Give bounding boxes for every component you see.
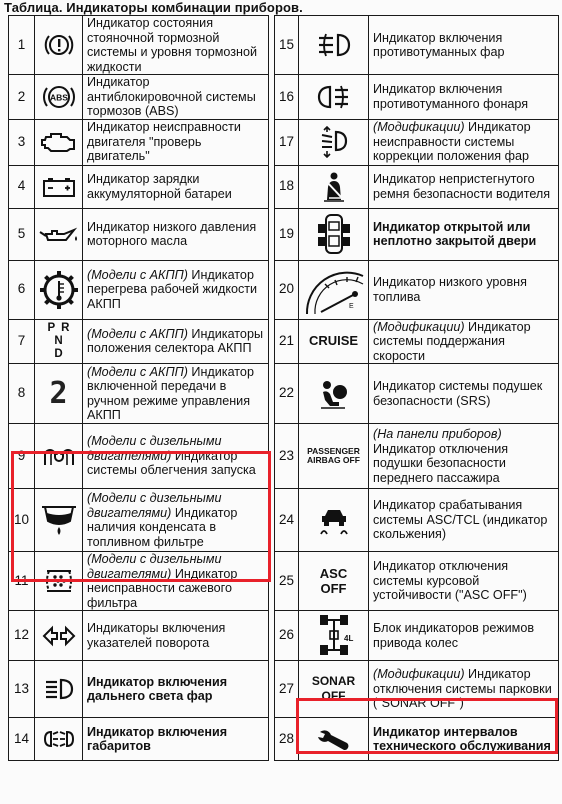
model-note: (Модификации) xyxy=(373,667,465,682)
4wd-icon xyxy=(299,611,369,661)
description-text: Индикатор интервалов технического обслуживания xyxy=(373,724,551,753)
asc-off-icon xyxy=(299,552,369,611)
table-title: Таблица. Индикаторы комбинации приборов. xyxy=(4,0,303,15)
row-number: 14 xyxy=(9,718,35,761)
description-text: Индикатор низкого давления моторного масла xyxy=(87,219,257,248)
particulate-filter-icon xyxy=(35,552,83,611)
indicator-description xyxy=(83,552,269,611)
row-number: 2 xyxy=(9,75,35,120)
indicator-description xyxy=(83,661,269,718)
description-text: Индикатор включенной передачи в ручном режиме управления АКПП xyxy=(87,364,254,422)
row-number: 22 xyxy=(275,364,299,424)
indicator-description xyxy=(369,319,559,364)
description-text: Индикатор неисправности сажевого фильтра xyxy=(87,566,238,610)
row-number: 26 xyxy=(275,611,299,661)
rear-fog-icon xyxy=(299,75,369,120)
row-number: 17 xyxy=(275,119,299,165)
indicator-description xyxy=(83,424,269,489)
row-number: 19 xyxy=(275,208,299,260)
front-fog-icon xyxy=(299,16,369,75)
indicator-description xyxy=(83,75,269,120)
passenger-airbag-off-icon xyxy=(299,424,369,489)
check-engine-icon xyxy=(35,119,83,165)
row-number: 16 xyxy=(275,75,299,120)
table-row xyxy=(9,319,559,364)
table-row xyxy=(9,16,559,75)
indicator-description xyxy=(369,552,559,611)
indicator-description xyxy=(83,364,269,424)
row-number: 1 xyxy=(9,16,35,75)
table-row xyxy=(9,208,559,260)
indicator-description xyxy=(83,208,269,260)
table-row xyxy=(9,489,559,552)
table-row xyxy=(9,260,559,319)
indicator-description xyxy=(83,260,269,319)
service-wrench-icon xyxy=(299,718,369,761)
model-note: (Модели с АКПП) xyxy=(87,326,188,341)
table-row xyxy=(9,552,559,611)
parking-lights-icon xyxy=(35,718,83,761)
description-text: Индикаторы включения указателей поворота xyxy=(87,621,226,650)
svg-text:E: E xyxy=(348,302,354,310)
indicator-description xyxy=(369,364,559,424)
fuel-gauge-icon xyxy=(299,260,369,319)
turn-signal-icon xyxy=(35,611,83,661)
model-note: (Модели с дизельными двигателями) xyxy=(87,434,222,463)
row-number: 7 xyxy=(9,319,35,364)
asc-text: ASC xyxy=(319,566,348,581)
indicator-description xyxy=(369,718,559,761)
table-row xyxy=(9,75,559,120)
row-number: 13 xyxy=(9,661,35,718)
row-number: 24 xyxy=(275,489,299,552)
cruise-icon xyxy=(299,319,369,364)
description-text: Индикатор неисправности системы коррекции положения фар xyxy=(373,120,531,164)
row-number: 25 xyxy=(275,552,299,611)
description-text: Индикатор состояния стояночной тормозной системы и уровня тормозной жидкости xyxy=(87,16,258,74)
description-text: Индикатор системы поддержания скорости xyxy=(373,319,531,363)
indicator-description xyxy=(83,319,269,364)
indicator-description xyxy=(369,75,559,120)
indicator-description xyxy=(369,260,559,319)
indicator-description xyxy=(369,16,559,75)
row-number: 12 xyxy=(9,611,35,661)
oil-can-icon xyxy=(35,208,83,260)
4l-text: 4L xyxy=(343,633,353,643)
row-number: 5 xyxy=(9,208,35,260)
indicator-description xyxy=(83,16,269,75)
row-number: 18 xyxy=(275,165,299,208)
row-number: 4 xyxy=(9,165,35,208)
description-text: Индикатор антиблокировочной системы тормозов (ABS) xyxy=(87,75,256,118)
skid-icon xyxy=(299,489,369,552)
indicator-description xyxy=(369,424,559,489)
table-row xyxy=(9,165,559,208)
prnd-icon xyxy=(35,319,83,364)
indicator-description xyxy=(369,611,559,661)
table-row xyxy=(9,364,559,424)
at-temperature-icon xyxy=(35,260,83,319)
sonar-off-icon xyxy=(299,661,369,718)
model-note: (Модификации) xyxy=(373,319,465,334)
table-row xyxy=(9,119,559,165)
row-number: 9 xyxy=(9,424,35,489)
description-text: Индикатор наличия конденсата в топливном фильтре xyxy=(87,505,238,549)
description-text: Индикатор непристегнутого ремня безопасности водителя xyxy=(373,172,551,201)
gear-number-icon xyxy=(35,364,83,424)
indicator-description xyxy=(83,611,269,661)
door-open-icon xyxy=(299,208,369,260)
abs-icon xyxy=(35,75,83,120)
model-note: (Модели с АКПП) xyxy=(87,267,188,282)
asc-off-text: OFF xyxy=(320,581,347,596)
battery-icon xyxy=(35,165,83,208)
row-number: 8 xyxy=(9,364,35,424)
abs-icon-text: ABS xyxy=(49,92,68,103)
indicator-description xyxy=(83,119,269,165)
water-in-fuel-icon xyxy=(35,489,83,552)
model-note: (Модели с дизельными двигателями) xyxy=(87,491,222,520)
indicator-description xyxy=(369,208,559,260)
airbag-off-text: AIRBAG OFF xyxy=(307,455,360,465)
description-text: Блок индикаторов режимов привода колес xyxy=(373,621,535,650)
model-note: (Модели с АКПП) xyxy=(87,364,188,379)
row-number: 10 xyxy=(9,489,35,552)
prnd-icon-text: P R N D xyxy=(47,321,70,360)
headlight-leveling-icon xyxy=(299,119,369,165)
indicator-description xyxy=(83,718,269,761)
indicator-description xyxy=(369,165,559,208)
description-text: Индикатор включения дальнего света фар xyxy=(87,674,228,703)
row-number: 23 xyxy=(275,424,299,489)
row-number: 3 xyxy=(9,119,35,165)
cruise-icon-text: CRUISE xyxy=(308,333,359,349)
description-text: Индикатор срабатывания системы ASC/TCL (индикатор скольжения) xyxy=(373,498,548,542)
row-number: 15 xyxy=(275,16,299,75)
description-text: Индикатор неисправности двигателя "проверь двигатель" xyxy=(87,120,241,164)
indicator-description xyxy=(83,165,269,208)
indicator-description xyxy=(83,489,269,552)
indicators-table xyxy=(8,15,559,761)
description-text: Индикатор включения противотуманного фонаря xyxy=(373,82,529,111)
row-number: 6 xyxy=(9,260,35,319)
indicator-description xyxy=(369,119,559,165)
description-text: Индикатор открытой или неплотно закрытой двери xyxy=(373,219,537,248)
passenger-text: PASSENGER xyxy=(307,446,360,456)
row-number: 21 xyxy=(275,319,299,364)
table-row xyxy=(9,661,559,718)
description-text: Индикатор включения габаритов xyxy=(87,724,228,753)
row-number: 11 xyxy=(9,552,35,611)
indicator-description xyxy=(369,661,559,718)
seatbelt-icon xyxy=(299,165,369,208)
airbag-icon xyxy=(299,364,369,424)
description-text: Индикатор перегрева рабочей жидкости АКПП xyxy=(87,267,258,311)
sonar-off-text: OFF xyxy=(321,689,346,703)
model-note: (Модели с дизельными двигателями) xyxy=(87,552,222,581)
table-row xyxy=(9,611,559,661)
table-row xyxy=(9,718,559,761)
parking-brake-icon xyxy=(35,16,83,75)
model-note: (Модификации) xyxy=(373,120,465,135)
glow-plug-icon xyxy=(35,424,83,489)
high-beam-icon xyxy=(35,661,83,718)
description-text: Индикатор отключения подушки безопасности переднего пассажира xyxy=(373,441,509,485)
indicator-description xyxy=(369,489,559,552)
description-text: Индикатор низкого уровня топлива xyxy=(373,275,527,304)
gear-number-text: 2 xyxy=(49,375,68,411)
description-text: Индикатор системы подушек безопасности (SRS) xyxy=(373,379,543,408)
row-number: 28 xyxy=(275,718,299,761)
table-row xyxy=(9,424,559,489)
row-number: 20 xyxy=(275,260,299,319)
row-number: 27 xyxy=(275,661,299,718)
model-note: (На панели приборов) xyxy=(373,427,502,441)
description-text: Индикаторы положения селектора АКПП xyxy=(87,326,263,356)
description-text: Индикатор отключения системы парковки ("SONAR OFF") xyxy=(373,667,552,711)
description-text: Индикатор отключения системы курсовой устойчивости ("ASC OFF") xyxy=(373,559,527,603)
description-text: Индикатор системы облегчения запуска xyxy=(87,448,256,478)
description-text: Индикатор включения противотуманных фар xyxy=(373,30,505,59)
description-text: Индикатор зарядки аккумуляторной батареи xyxy=(87,172,232,201)
sonar-text: SONAR xyxy=(311,674,356,688)
